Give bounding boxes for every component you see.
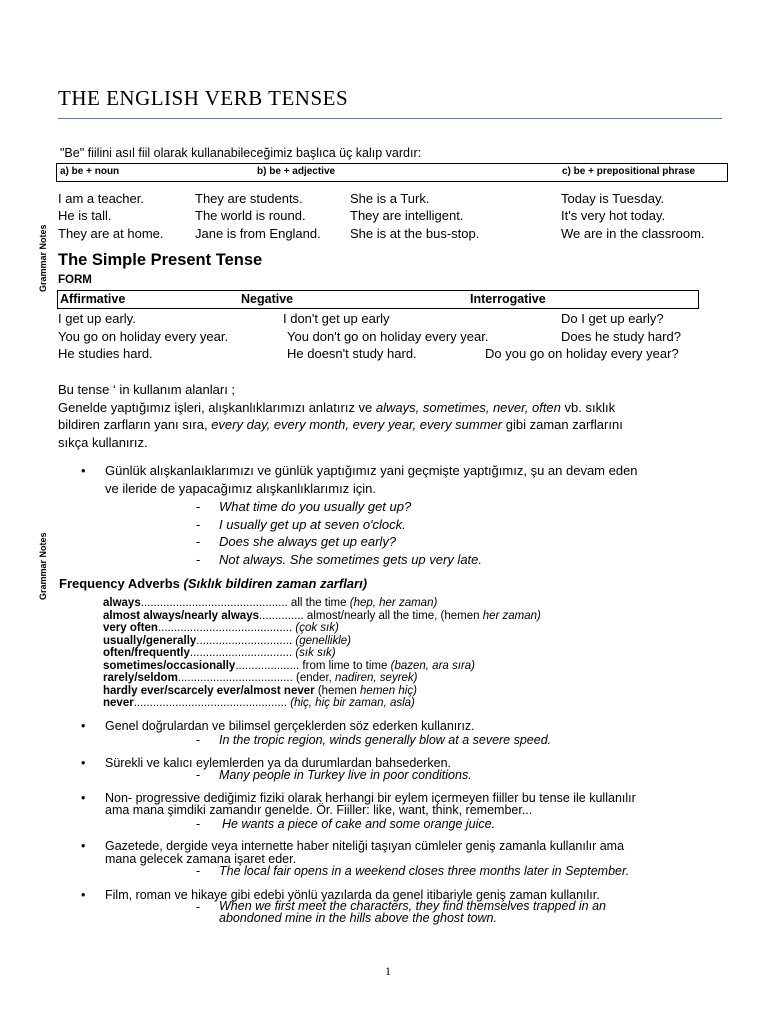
be-cell: They are at home. — [58, 226, 164, 241]
bullet-non-progressive — [105, 792, 636, 816]
page-title: THE ENGLISH VERB TENSES — [58, 86, 349, 110]
bullet-text: • Film, roman ve hikaye gibi edebi yönlü yazılarda da genel itibariyle geniş zaman kullanılır. — [105, 888, 600, 902]
form-label: FORM — [58, 274, 92, 286]
freq-term: never — [103, 697, 134, 709]
be-cell: They are intelligent. — [350, 208, 464, 223]
title-divider — [58, 118, 722, 119]
freq-translation: (sık sık) — [295, 647, 336, 659]
usage-time-adverbs: every day, every month, every year, every summer — [211, 417, 503, 432]
bullet-general-truths — [105, 719, 475, 733]
example: I usually get up at seven o'clock. — [219, 517, 406, 532]
example: The local fair opens in a weekend closes three months later in September. — [219, 864, 630, 878]
bullet-habits — [105, 462, 638, 498]
freq-row — [103, 622, 541, 635]
section-heading-simple-present: The Simple Present Tense — [58, 251, 263, 269]
freq-dots: .................... — [235, 659, 300, 672]
freq-translation: (hiç, hiç bir zaman, asla) — [290, 697, 415, 709]
bullet-text: • Non- progressive dediğimiz fiziki olarak herhangi bir eylem içermeyen fiiller bu tense ile kullanılır — [105, 792, 636, 804]
freq-translation: hemen hiç) — [360, 684, 417, 697]
bullet-news — [105, 840, 624, 866]
form-header-interrogative: Interrogative — [470, 292, 546, 306]
usage-text: vb. sıklık — [564, 400, 616, 415]
form-cell: You don't go on holiday every year. — [287, 329, 489, 344]
freq-meaning: all the time — [290, 597, 347, 609]
dash-icon: - — [196, 817, 201, 831]
dash-icon: - — [196, 900, 201, 914]
example: What time do you usually get up? — [219, 499, 412, 514]
dash-icon: - — [196, 768, 201, 782]
bullet-text: ama mana şimdiki zamandır genelde. Ör. Fiiller: like, want, think, remember... — [105, 803, 533, 817]
dash-icon: - — [196, 864, 201, 878]
be-cell: It's very hot today. — [561, 208, 666, 223]
form-header-negative: Negative — [241, 292, 294, 306]
usage-intro: Bu tense ‘ in kullanım alanları ; — [58, 382, 236, 397]
freq-dots: ................................................ — [133, 697, 288, 709]
bullet-text: • Sürekli ve kalıcı eylemlerden ya da durumlardan bahsederken. — [105, 756, 451, 770]
freq-row — [103, 597, 541, 610]
page-number: 1 — [385, 964, 391, 978]
side-label-middle: Grammar Notes — [38, 532, 48, 600]
freq-dots: ................................ — [189, 647, 293, 659]
freq-dots: .............................. — [196, 634, 293, 647]
be-cell: He is tall. — [58, 208, 112, 223]
be-header-box — [56, 163, 728, 182]
usage-paragraph-line1 — [58, 399, 615, 417]
freq-meaning: from lime to time — [302, 659, 388, 672]
freq-translation: (çok sık) — [295, 622, 339, 634]
bullet-text: • Günlük alışkanlaıklarımızı ve günlük yaptığımız yani geçmişte yaptığımız, şu an devam eden — [105, 462, 638, 480]
be-header-c: c) be + prepositional phrase — [562, 166, 696, 177]
be-header-b: b) be + adjective — [257, 166, 336, 177]
freq-row — [103, 647, 541, 660]
freq-heading-translation: (Sıklık bildiren zaman zarfları) — [183, 576, 368, 591]
bullet-text: • Gazetede, dergide veya internette haber niteliği taşıyan cümleler geniş zamanla kullanılır ama — [105, 840, 624, 853]
example — [219, 900, 606, 924]
freq-translation: nadiren, seyrek) — [335, 672, 418, 684]
freq-row — [103, 672, 541, 685]
example-line: When we first meet the characters, they find themselves trapped in an — [219, 899, 606, 913]
example: In the tropic region, winds generally blow at a severe speed. — [219, 733, 552, 747]
example: Not always. She sometimes gets up very late. — [219, 552, 483, 567]
bullet-text: • Genel doğrulardan ve bilimsel gerçeklerden söz ederken kullanırız. — [105, 719, 475, 733]
be-cell: She is a Turk. — [350, 191, 430, 206]
freq-dots: .............. — [258, 609, 304, 622]
freq-term: usually/generally — [103, 634, 197, 647]
be-cell: The world is round. — [195, 208, 306, 223]
freq-translation: (bazen, ara sıra) — [390, 659, 475, 672]
form-header-affirmative: Affirmative — [60, 292, 126, 306]
form-cell: He doesn't study hard. — [287, 346, 417, 361]
form-cell: Do I get up early? — [561, 311, 664, 326]
dash-icon: - — [196, 552, 201, 567]
freq-meaning: (ender, — [296, 672, 332, 684]
be-cell: They are students. — [195, 191, 303, 206]
freq-row — [103, 635, 541, 648]
be-intro: "Be" fiilini asıl fiil olarak kullanabileceğimiz başlıca üç kalıp vardır: — [60, 146, 422, 160]
dash-icon: - — [196, 499, 201, 514]
freq-row — [103, 697, 541, 710]
usage-text: Genelde yaptığımız işleri, alışkanlıklarımızı anlatırız ve — [58, 400, 373, 415]
freq-term: sometimes/occasionally — [103, 659, 236, 672]
example: Does she always get up early? — [219, 534, 397, 549]
freq-term: often/frequently — [103, 647, 190, 659]
frequency-adverbs-list — [103, 597, 541, 710]
dash-icon: - — [196, 517, 201, 532]
form-cell: I get up early. — [58, 311, 136, 326]
form-cell: He studies hard. — [58, 346, 153, 361]
form-cell: I don't get up early — [283, 311, 390, 326]
freq-heading — [59, 576, 367, 591]
usage-paragraph-line3: sıkça kullanırız. — [58, 435, 148, 450]
freq-dots: .............................................. — [140, 597, 288, 609]
freq-dots: .................................... — [177, 672, 293, 684]
example: Many people in Turkey live in poor conditions. — [219, 768, 472, 782]
freq-meaning: almost/nearly all the time, (hemen — [306, 609, 480, 622]
freq-term: rarely/seldom — [103, 672, 178, 684]
freq-term: hardly ever/scarcely ever/almost never — [103, 684, 315, 697]
be-cell: Today is Tuesday. — [561, 191, 665, 206]
form-cell: You go on holiday every year. — [58, 329, 229, 344]
example: He wants a piece of cake and some orange juice. — [222, 817, 496, 831]
bullet-text: mana gelecek zamana işaret eder. — [105, 852, 297, 866]
freq-translation: her zaman) — [482, 609, 541, 622]
form-cell: Does he study hard? — [561, 329, 681, 344]
form-cell: Do you go on holiday every year? — [485, 346, 679, 361]
freq-row — [103, 660, 541, 673]
freq-term: always — [103, 597, 141, 609]
form-header-box — [57, 290, 699, 309]
usage-text: gibi zaman zarflarını — [505, 417, 623, 432]
freq-term: almost always/nearly always — [103, 609, 259, 622]
side-label-top: Grammar Notes — [38, 224, 48, 292]
bullet-text: ve ileride de yapacağımız alışkanlıklarımız için. — [105, 481, 376, 496]
freq-term: very often — [103, 622, 158, 634]
freq-dots: .......................................... — [157, 622, 293, 634]
dash-icon: - — [196, 733, 201, 747]
be-cell: Jane is from England. — [195, 226, 321, 241]
freq-meaning: (hemen — [317, 684, 357, 697]
be-cell: We are in the classroom. — [561, 226, 705, 241]
freq-translation: (genellikle) — [295, 634, 351, 647]
usage-paragraph-line2 — [58, 416, 623, 434]
freq-heading-text: Frequency Adverbs — [59, 576, 180, 591]
freq-row — [103, 685, 541, 698]
be-header-a: a) be + noun — [60, 166, 120, 177]
usage-adverbs: always, sometimes, never, often — [375, 400, 561, 415]
freq-translation: (hep, her zaman) — [349, 597, 438, 609]
be-cell: I am a teacher. — [58, 191, 144, 206]
example-line: abondoned mine in the hills above the ghost town. — [219, 911, 497, 925]
be-cell: She is at the bus-stop. — [350, 226, 480, 241]
freq-row — [103, 610, 541, 623]
dash-icon: - — [196, 534, 201, 549]
usage-text: bildiren zarfların yanı sıra, — [58, 417, 208, 432]
